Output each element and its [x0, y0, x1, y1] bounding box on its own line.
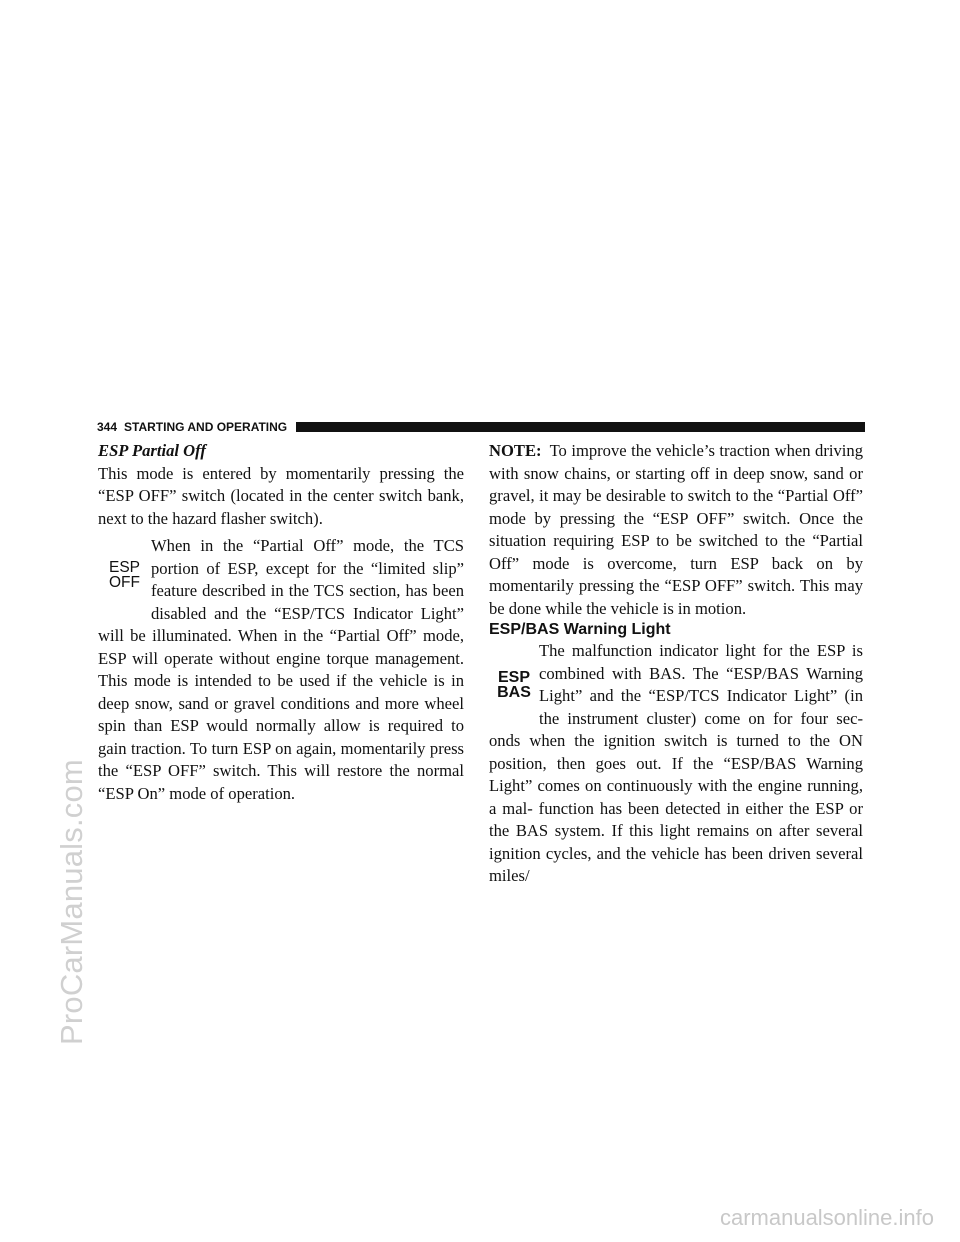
heading-esp-bas-warning-light: ESP/BAS Warning Light: [489, 621, 671, 638]
page-number: 344: [97, 420, 118, 434]
esp-off-icon-line1: ESP: [108, 559, 140, 576]
left-column: [98, 440, 464, 805]
esp-off-icon: [98, 530, 151, 620]
paragraph-intro: This mode is entered by momentarily pressing the “ESP OFF” switch (located in the center switch bank, next to the hazard flasher switch).: [98, 463, 464, 528]
bottom-watermark: carmanualsonline.info: [719, 1205, 934, 1230]
paragraph-partial-off: When in the “Partial Off” mode, the TCS portion of ESP, except for the “limited slip” feature described in the TCS section, has been disabled and the “ESP/TCS Indicator Light” will be illuminated. When in the “Partial Off” mode, ESP will operate without engine torque management. This mode is intended to be used if the vehicle is in deep snow, sand or gravel conditions and more wheel spin than ESP would normally allow is required to gain traction. To turn ESP on again, momentarily press the “ESP OFF” switch. This will restore the normal “ESP On” mode of operation.: [98, 536, 464, 803]
side-watermark: ProCarManuals.com: [54, 759, 89, 1045]
subheading-esp-partial-off: ESP Partial Off: [98, 441, 206, 460]
esp-bas-icon-line1: ESP: [497, 669, 530, 686]
esp-bas-icon-line2: BAS: [497, 684, 531, 701]
esp-bas-icon: [489, 640, 539, 730]
note-paragraph: [489, 440, 863, 620]
note-text: To improve the vehicle’s traction when driving with snow chains, or starting off in deep snow, sand or gravel, it may be desirable to switch to the “Partial Off” mode by pressing the “ESP OFF” switch. Once the situation requiring ESP to be switched to the “Partial Off” mode is overcome, turn ESP back on by momentarily pressing the “ESP OFF” switch. This may be done while the vehicle is in motion.: [489, 441, 863, 618]
paragraph-warning-light: The malfunction indicator light for the ESP is combined with BAS. The “ESP/BAS Warning Light” and the “ESP/TCS Indicator Light” (in the instrument cluster) come on for four sec- onds when the ignition switch is turned to the ON position, then goes out. If the “ESP/BAS Warning Light” comes on continuously with the engine running, a mal- function has been detected in either the ESP or the BAS system. If this light remains on after several ignition cycles, and the vehicle has been driven several miles/: [489, 641, 863, 885]
note-label: NOTE:: [489, 441, 542, 460]
page-header: [97, 418, 865, 436]
esp-off-icon-line2: OFF: [109, 574, 140, 591]
right-column: [489, 440, 863, 888]
header-rule: [296, 422, 865, 432]
section-title: STARTING AND OPERATING: [124, 420, 288, 434]
